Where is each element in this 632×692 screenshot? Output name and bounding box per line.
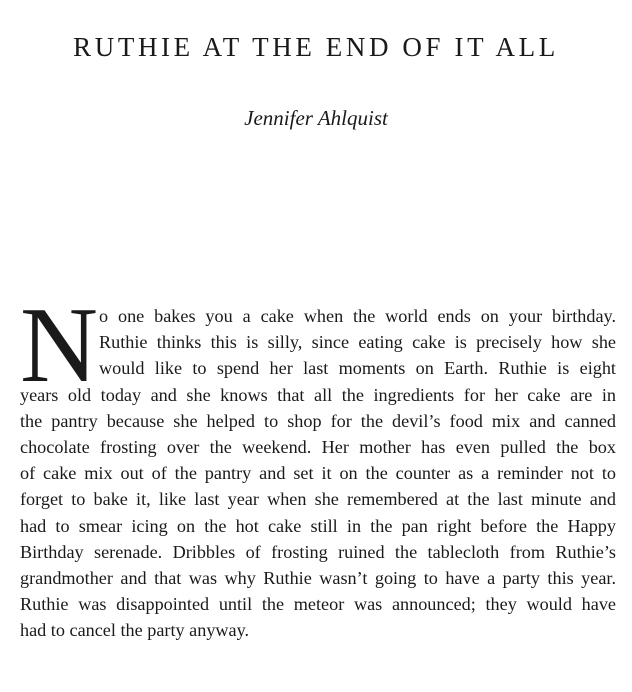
story-line: had to cancel the party anyway. [20,620,250,641]
drop-cap: N [20,286,98,405]
story-line: grandmother and that was why Ruthie wasn’t going to have a party this year. [20,567,616,588]
story-line: years old today and she knows that all the ingredients for her cake are in [20,384,616,405]
story-line: Ruthie thinks this is silly, since eating cake is precisely how she [99,332,616,353]
story-title: RUTHIE AT THE END OF IT ALL [73,32,559,62]
story-line: chocolate frosting over the weekend. Her mother has even pulled the box [20,436,616,457]
author-name: Jennifer Ahlquist [244,106,388,130]
story-line: had to smear icing on the hot cake still in the pan right before the Happy [20,515,616,536]
story-line: forget to bake it, like last year when she remembered at the last minute and [20,489,616,510]
story-body [20,286,616,643]
story-line: the pantry because she helped to shop for the devil’s food mix and canned [20,410,616,431]
story-line: o one bakes you a cake when the world ends on your birthday. [99,306,616,326]
story-line: Ruthie was disappointed until the meteor was announced; they would have [20,594,616,615]
story-line: Birthday serenade. Dribbles of frosting ruined the tablecloth from Ruthie’s [20,541,616,562]
story-line: would like to spend her last moments on Earth. Ruthie is eight [99,358,616,379]
story-line: of cake mix out of the pantry and set it on the counter as a reminder not to [20,463,616,484]
